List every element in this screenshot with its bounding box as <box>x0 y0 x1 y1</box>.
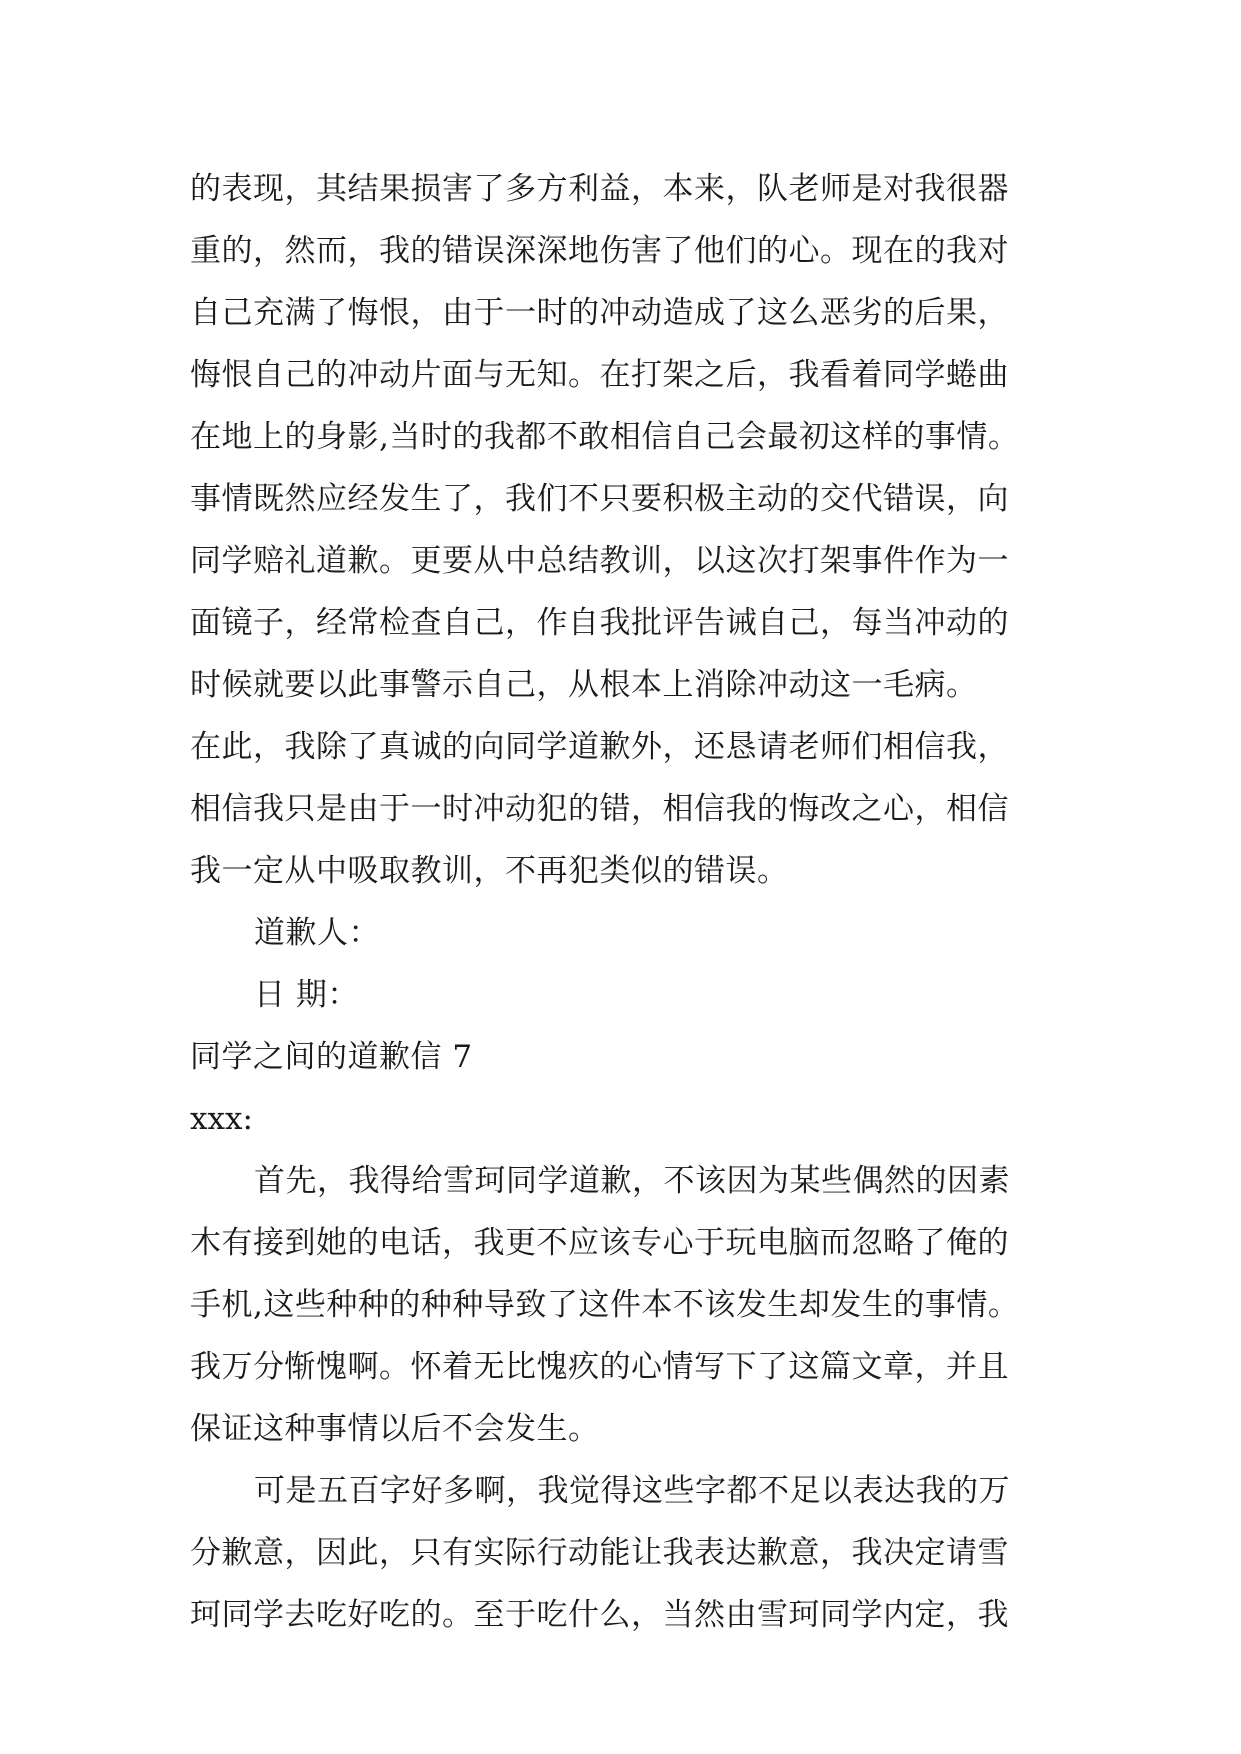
body-line: 事情既然应经发生了，我们不只要积极主动的交代错误，向 <box>190 481 1009 517</box>
body-line: 在此，我除了真诚的向同学道歉外，还恳请老师们相信我， <box>190 729 1009 765</box>
body-line: 相信我只是由于一时冲动犯的错，相信我的悔改之心，相信 <box>190 791 1009 827</box>
body-line: 珂同学去吃好吃的。至于吃什么，当然由雪珂同学内定，我 <box>190 1597 1009 1633</box>
body-line: 我一定从中吸取教训，不再犯类似的错误。 <box>190 853 789 889</box>
body-line: 时候就要以此事警示自己，从根本上消除冲动这一毛病。 <box>190 667 978 703</box>
body-line: 面镜子，经常检查自己，作自我批评告诫自己，每当冲动的 <box>190 605 1009 641</box>
body-line: 保证这种事情以后不会发生。 <box>190 1411 600 1447</box>
paragraph-start-line: 可是五百字好多啊，我觉得这些字都不足以表达我的万 <box>254 1473 1010 1509</box>
paragraph-start-line: 首先，我得给雪珂同学道歉，不该因为某些偶然的因素 <box>254 1163 1010 1199</box>
body-line: 木有接到她的电话，我更不应该专心于玩电脑而忽略了俺的 <box>190 1225 1009 1261</box>
body-line: 重的，然而，我的错误深深地伤害了他们的心。现在的我对 <box>190 233 1009 269</box>
body-line: 悔恨自己的冲动片面与无知。在打架之后，我看着同学蜷曲 <box>190 357 1009 393</box>
salutation: xxx: <box>190 1101 253 1137</box>
document-body <box>190 158 1060 1646</box>
body-line: 分歉意，因此，只有实际行动能让我表达歉意，我决定请雪 <box>190 1535 1009 1571</box>
body-line: 自己充满了悔恨，由于一时的冲动造成了这么恶劣的后果， <box>190 295 1009 331</box>
date-label: 日 期： <box>254 977 359 1013</box>
section-title: 同学之间的道歉信 7 <box>190 1039 473 1075</box>
body-line: 我万分惭愧啊。怀着无比愧疚的心情写下了这篇文章，并且 <box>190 1349 1009 1385</box>
body-line: 的表现，其结果损害了多方利益，本来，队老师是对我很器 <box>190 171 1009 207</box>
signature-label: 道歉人： <box>254 915 380 951</box>
body-line: 同学赔礼道歉。更要从中总结教训，以这次打架事件作为一 <box>190 543 1009 579</box>
body-line: 手机,这些种种的种种导致了这件本不该发生却发生的事情。 <box>190 1287 1020 1323</box>
body-line: 在地上的身影,当时的我都不敢相信自己会最初这样的事情。 <box>190 419 1020 455</box>
